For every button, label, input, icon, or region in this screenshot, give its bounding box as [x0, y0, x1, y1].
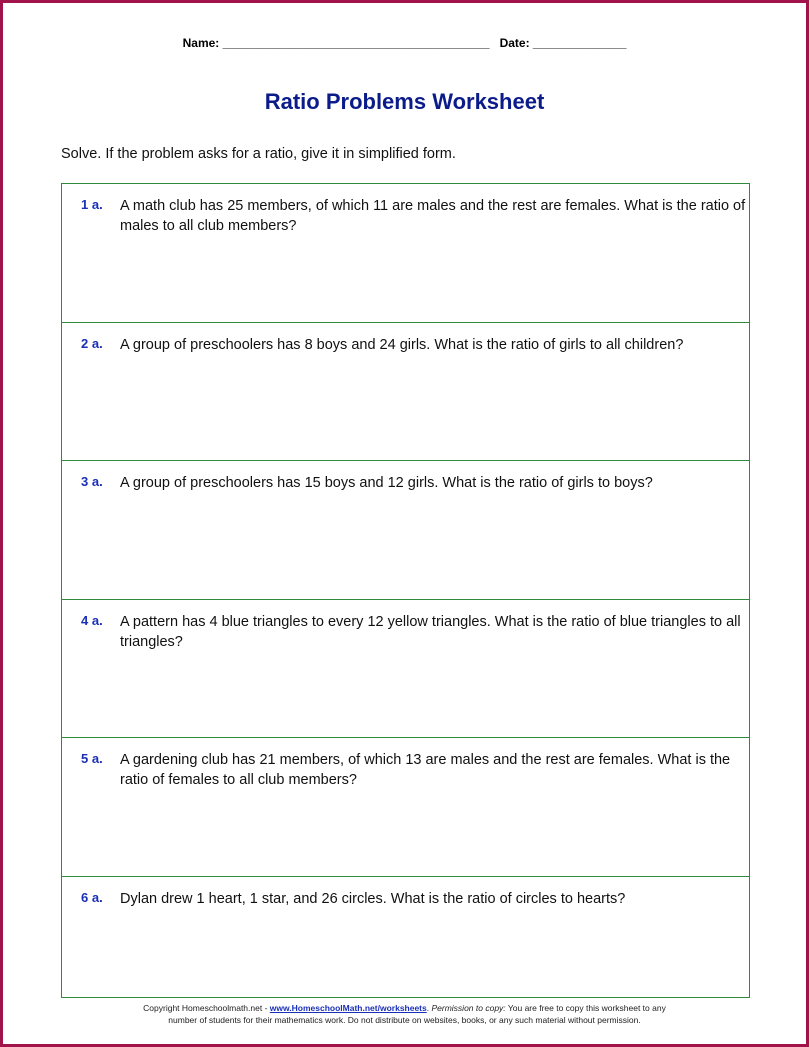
name-field-label: Name: ________________________________________: [182, 36, 490, 50]
problem-row: [62, 323, 749, 462]
problem-number: 6 a.: [81, 889, 103, 905]
name-date-header: [0, 36, 809, 50]
problems-table: [61, 183, 750, 998]
problem-row: [62, 600, 749, 739]
problem-row: [62, 877, 749, 997]
worksheets-link[interactable]: www.HomeschoolMath.net/worksheets: [269, 1003, 427, 1013]
problem-text: A group of preschoolers has 8 boys and 24 girls. What is the ratio of girls to all children?: [120, 336, 684, 353]
copyright-text: Copyright Homeschoolmath.net -: [143, 1003, 270, 1013]
problem-number: 3 a.: [81, 474, 103, 490]
problem-number: 5 a.: [81, 751, 103, 767]
problem-text: A gardening club has 21 members, of which 13 are males and the rest are females. What is the ratio of females to all club members?: [120, 752, 731, 789]
permission-label: Permission to copy:: [431, 1003, 506, 1013]
problem-text: A group of preschoolers has 15 boys and 12 girls. What is the ratio of girls to boys?: [120, 475, 653, 492]
problem-number: 1 a.: [81, 197, 103, 212]
footer-line-2: number of students for their mathematics work. Do not distribute on websites, books, or any such material without permission.: [168, 1015, 641, 1025]
problem-row: [62, 184, 749, 323]
instructions: Solve. If the problem asks for a ratio, give it in simplified form.: [61, 146, 456, 162]
problem-number: 4 a.: [81, 612, 103, 628]
problem-number: 2 a.: [81, 335, 103, 351]
problem-row: [62, 738, 749, 877]
permission-text: You are free to copy this worksheet to any: [505, 1003, 666, 1013]
problem-text: Dylan drew 1 heart, 1 star, and 26 circles. What is the ratio of circles to hearts?: [120, 890, 626, 907]
footer-separator: .: [426, 1003, 432, 1013]
worksheet-title: Ratio Problems Worksheet: [264, 89, 545, 114]
copyright-footer: [0, 1002, 809, 1026]
date-field-label: Date: ______________: [499, 36, 627, 50]
footer-line-1: [0, 1002, 809, 1014]
problem-row: [62, 461, 749, 600]
problem-text: A math club has 25 members, of which 11 are males and the rest are females. What is the ratio of males to all club members?: [120, 198, 746, 234]
problem-text: A pattern has 4 blue triangles to every 12 yellow triangles. What is the ratio of blue triangles to all triangles?: [120, 613, 741, 650]
